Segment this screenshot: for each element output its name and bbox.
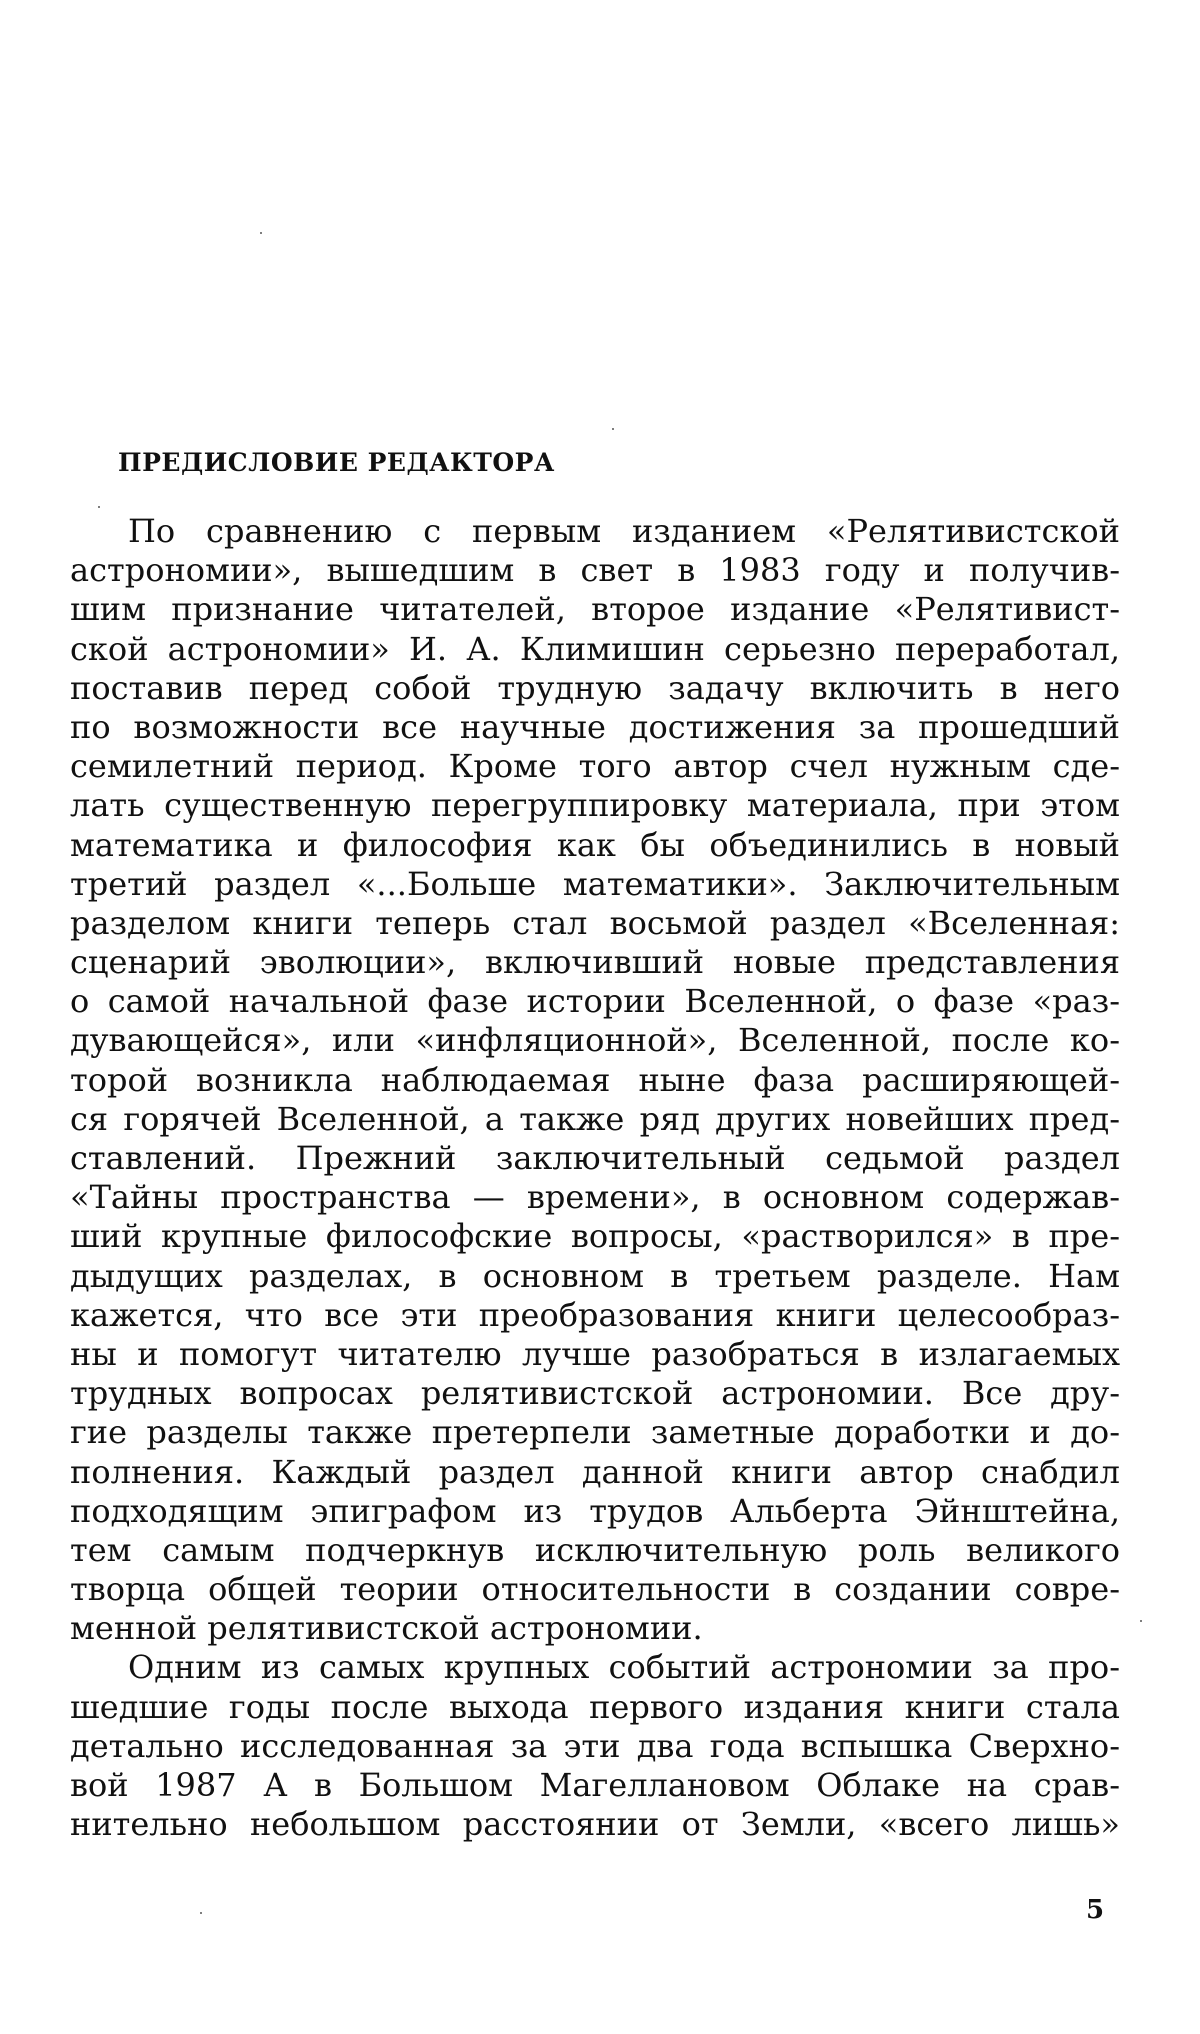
text-line: «Тайны пространства — времени», в основном содержав- (70, 1178, 1120, 1217)
text-line: о самой начальной фазе истории Вселенной, о фазе «раз- (70, 982, 1120, 1021)
text-line: торой возникла наблюдаемая ныне фаза расширяющей- (70, 1060, 1120, 1099)
text-line: менной релятивистской астрономии. (70, 1609, 703, 1648)
paper-speck (612, 428, 614, 430)
text-line: гие разделы также претерпели заметные доработки и до- (70, 1413, 1120, 1452)
text-line: ся горячей Вселенной, а также ряд других новейших пред- (70, 1099, 1120, 1138)
paper-speck (260, 232, 262, 234)
text-line: математика и философия как бы объединились в новый (70, 825, 1120, 864)
text-line: трудных вопросах релятивистской астрономии. Все дру- (70, 1374, 1120, 1413)
text-line: шим признание читателей, второе издание «Релятивист- (70, 590, 1120, 629)
paper-speck (200, 1912, 202, 1914)
text-line: разделом книги теперь стал восьмой раздел «Вселенная: (70, 903, 1120, 942)
text-line: астрономии», вышедшим в свет в 1983 году и получив- (70, 551, 1120, 590)
text-line: ны и помогут читателю лучше разобраться в излагаемых (70, 1334, 1120, 1373)
page-number: 5 (1086, 1895, 1105, 1925)
text-line: полнения. Каждый раздел данной книги автор снабдил (70, 1452, 1120, 1491)
text-line: третий раздел «...Больше математики». Заключительным (70, 864, 1120, 903)
text-line: лать существенную перегруппировку материала, при этом (70, 786, 1120, 825)
body-text (70, 512, 1120, 1844)
text-line: вой 1987 А в Большом Магеллановом Облаке на срав- (70, 1766, 1120, 1804)
text-line: детально исследованная за эти два года вспышка Сверхно- (70, 1726, 1120, 1765)
text-line: по возможности все научные достижения за прошедший (70, 707, 1120, 746)
text-line: тем самым подчеркнув исключительную роль великого (70, 1530, 1120, 1569)
text-line: дувающейся», или «инфляционной», Вселенной, после ко- (70, 1021, 1120, 1060)
text-line: семилетний период. Кроме того автор счел нужным сде- (70, 747, 1120, 786)
text-line: подходящим эпиграфом из трудов Альберта Эйнштейна, (70, 1491, 1120, 1530)
text-line: кажется, что все эти преобразования книги целесообраз- (70, 1295, 1120, 1334)
text-line: творца общей теории относительности в создании совре- (70, 1570, 1120, 1609)
text-line: сценарий эволюции», включивший новые представления (70, 943, 1120, 982)
text-line: нительно небольшом расстоянии от Земли, «всего лишь» (70, 1805, 1120, 1844)
page-title: ПРЕДИСЛОВИЕ РЕДАКТОРА (118, 448, 555, 477)
text-line: По сравнению с первым изданием «Релятивистской (128, 512, 1120, 550)
text-line: шедшие годы после выхода первого издания книги стала (70, 1687, 1120, 1726)
text-line: дыдущих разделах, в основном в третьем разделе. Нам (70, 1256, 1120, 1295)
paper-speck (1140, 1620, 1142, 1622)
text-line: Одним из самых крупных событий астрономии за про- (128, 1648, 1120, 1687)
text-line: поставив перед собой трудную задачу включить в него (70, 668, 1120, 707)
text-line: ставлений. Прежний заключительный седьмой раздел (70, 1139, 1120, 1177)
text-line: ской астрономии» И. А. Климишин серьезно переработал, (70, 629, 1120, 668)
paper-speck (98, 506, 100, 508)
text-line: ший крупные философские вопросы, «растворился» в пре- (70, 1217, 1120, 1256)
